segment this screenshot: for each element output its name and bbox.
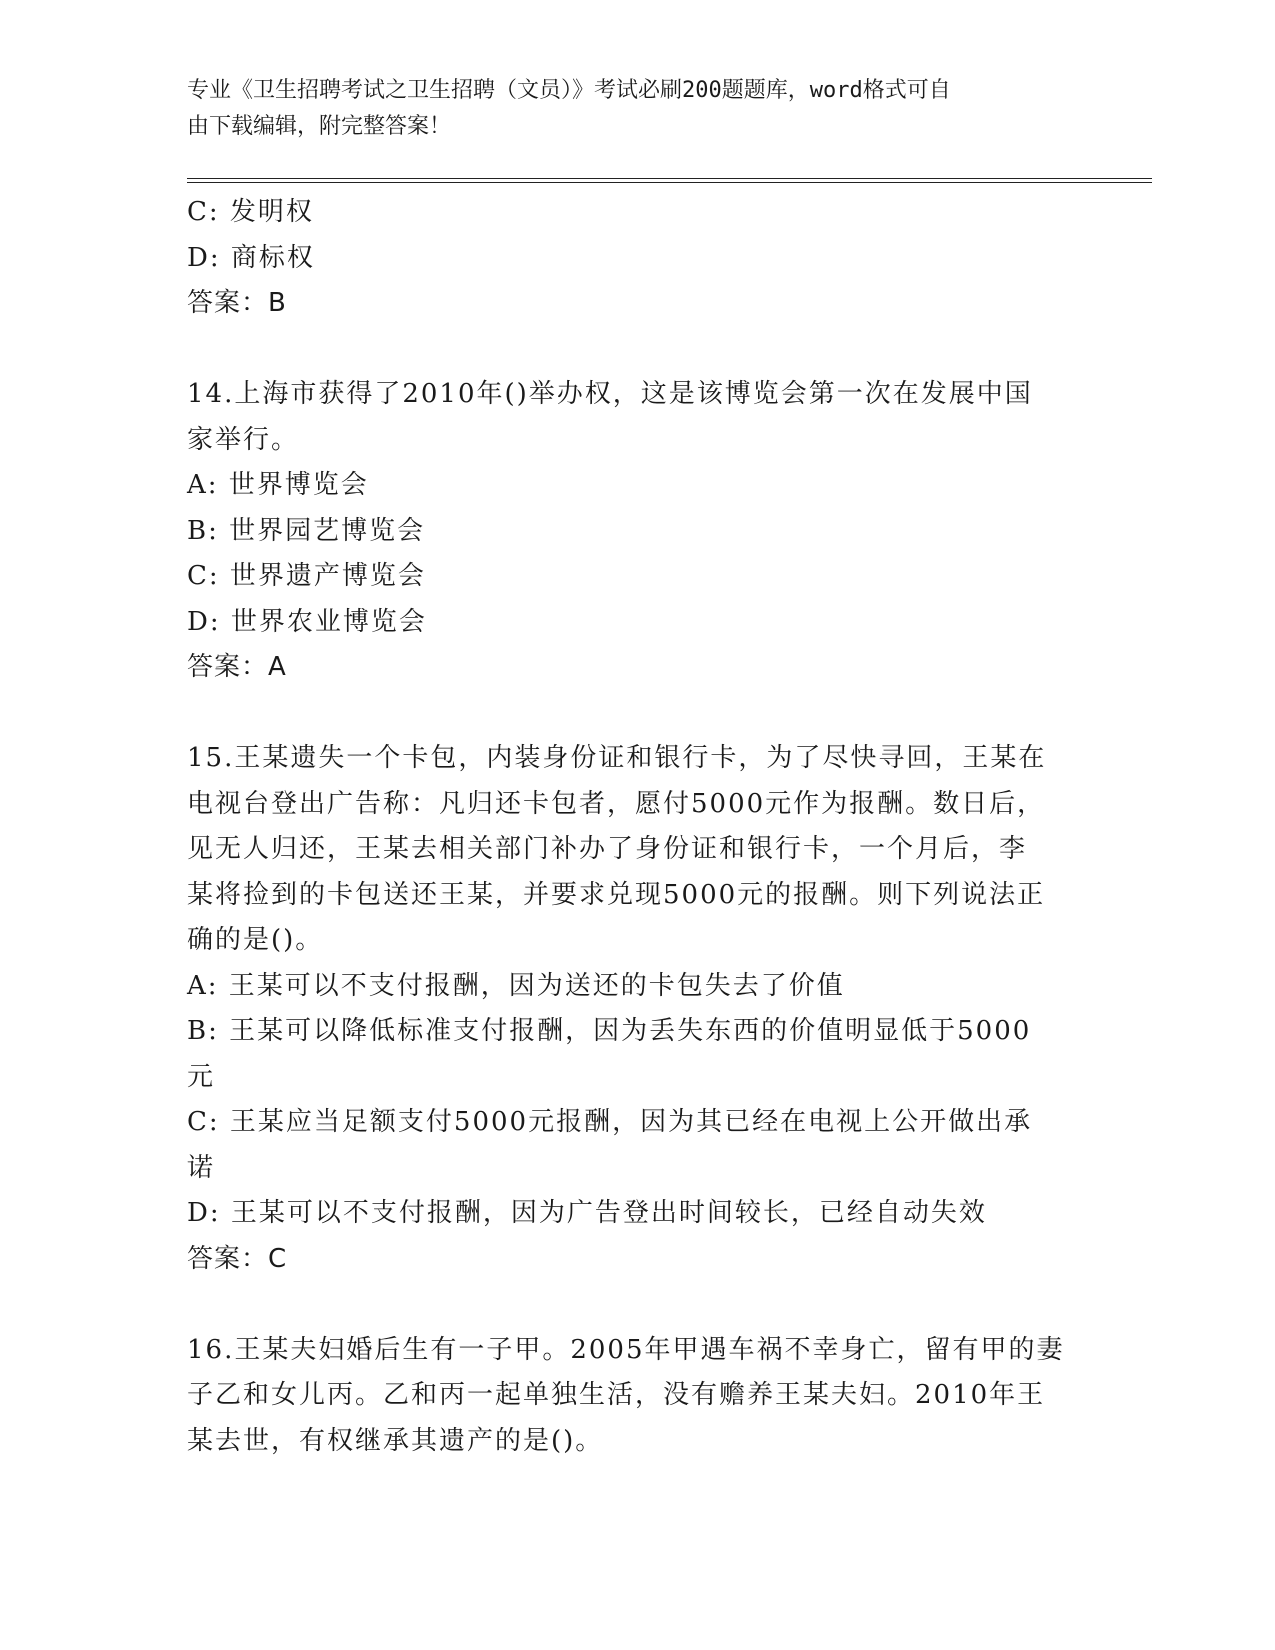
document-body	[187, 190, 1087, 1464]
q15-option-c-line-1: C: 王某应当足额支付5000元报酬，因为其已经在电视上公开做出承	[187, 1107, 1033, 1137]
q15-answer: 答案：C	[187, 1243, 288, 1274]
question-13	[187, 190, 1087, 327]
q15-stem-line-5: 确的是()。	[187, 925, 324, 955]
q16-stem-line-1: 16.王某夫妇婚后生有一子甲。2005年甲遇车祸不幸身亡，留有甲的妻	[187, 1334, 1065, 1365]
q14-option-c: C: 世界遗产博览会	[187, 561, 426, 591]
question-16	[187, 1328, 1087, 1465]
q15-stem-line-1: 15.王某遗失一个卡包，内装身份证和银行卡，为了尽快寻回，王某在	[187, 743, 1047, 773]
q14-stem-line-1: 14.上海市获得了2010年()举办权，这是该博览会第一次在发展中国	[187, 379, 1033, 409]
q14-option-a: A: 世界博览会	[187, 470, 369, 500]
q16-stem-line-3: 某去世，有权继承其遗产的是()。	[187, 1425, 604, 1456]
header-rule-top	[187, 178, 1152, 179]
q14-option-b: B: 世界园艺博览会	[187, 515, 426, 546]
q15-option-b-line-1: B: 王某可以降低标准支付报酬，因为丢失东西的价值明显低于5000	[187, 1016, 1032, 1046]
q15-stem-line-2: 电视台登出广告称：凡归还卡包者，愿付5000元作为报酬。数日后，	[187, 788, 1046, 819]
question-15	[187, 736, 1087, 1282]
q16-stem-line-2: 子乙和女儿丙。乙和丙一起单独生活，没有赡养王某夫妇。2010年王	[187, 1380, 1046, 1410]
q13-option-d: D: 商标权	[187, 242, 315, 273]
q13-option-c: C: 发明权	[187, 197, 314, 227]
q15-option-a: A: 王某可以不支付报酬，因为送还的卡包失去了价值	[187, 970, 845, 1001]
q14-option-d: D: 世界农业博览会	[187, 606, 427, 637]
q15-option-d: D: 王某可以不支付报酬，因为广告登出时间较长，已经自动失效	[187, 1198, 987, 1228]
q13-answer: 答案：B	[187, 288, 287, 318]
q15-stem-line-3: 见无人归还，王某去相关部门补办了身份证和银行卡，一个月后，李	[187, 834, 1028, 864]
document-header	[187, 73, 1087, 145]
q15-option-c-line-2: 诺	[187, 1152, 216, 1183]
question-14	[187, 372, 1087, 691]
header-rule-bottom	[187, 182, 1152, 183]
q14-stem-line-2: 家举行。	[187, 424, 300, 455]
header-line-2: 由下载编辑，附完整答案！	[187, 114, 452, 139]
q14-answer: 答案：A	[187, 652, 287, 682]
q15-stem-line-4: 某将捡到的卡包送还王某，并要求兑现5000元的报酬。则下列说法正	[187, 879, 1046, 910]
q15-option-b-line-2: 元	[187, 1061, 216, 1092]
header-line-1: 专业《卫生招聘考试之卫生招聘（文员）》考试必刷200题题库，word格式可自	[187, 78, 951, 103]
